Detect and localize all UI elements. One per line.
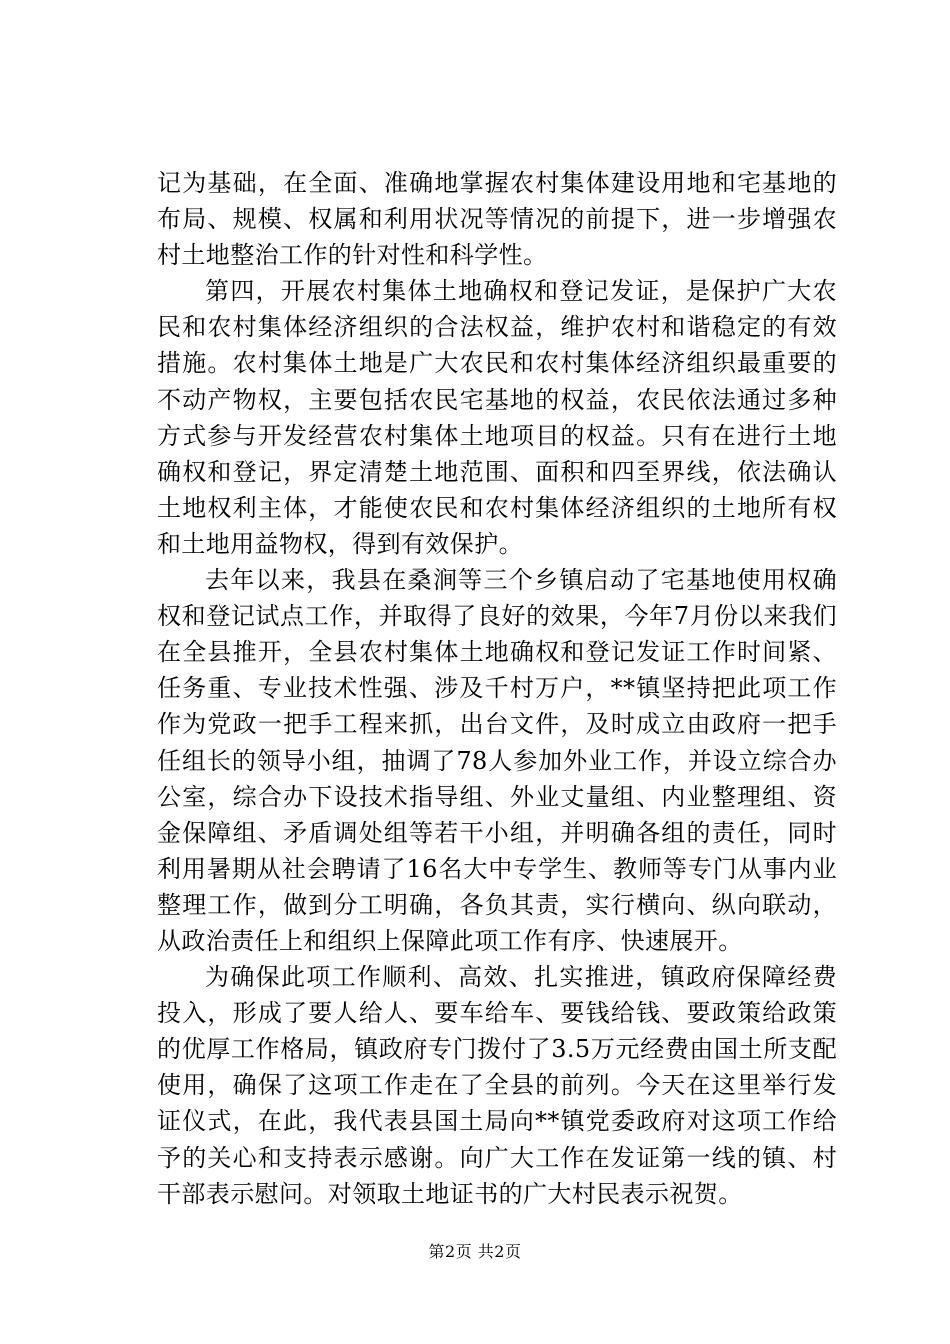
paragraph-continuation: 记为基础，在全面、准确地掌握农村集体建设用地和宅基地的布局、规模、权属和利用状况等情况的前提下，进一步增强农村土地整治工作的针对性和科学性。	[157, 169, 837, 270]
page-number: 第2页	[428, 1242, 473, 1261]
page-total: 共2页	[477, 1242, 522, 1261]
paragraph-work-progress: 去年以来，我县在桑涧等三个乡镇启动了宅基地使用权确权和登记试点工作，并取得了良好的效果，今年7月份以来我们在全县推开，全县农村集体土地确权和登记发证工作时间紧、任务重、专业技术性强、涉及千村万户，**镇坚持把此项工作作为党政一把手工程来抓，出台文件，及时成立由政府一把手任组长的领导小组，抽调了78人参加外业工作，并设立综合办公室，综合办下设技术指导组、外业丈量组、内业整理组、资金保障组、矛盾调处组等若干小组，并明确各组的责任，同时利用暑期从社会聘请了16名大中专学生、教师等专门从事内业整理工作，做到分工明确，各负其责，实行横向、纵向联动，从政治责任上和组织上保障此项工作有序、快速展开。	[157, 566, 837, 955]
document-body	[157, 165, 837, 1212]
paragraph-fourth-point: 第四，开展农村集体土地确权和登记发证，是保护广大农民和农村集体经济组织的合法权益，维护农村和谐稳定的有效措施。农村集体土地是广大农民和农村集体经济组织最重要的不动产物权，主要包括农民宅基地的权益，农民依法通过多种方式参与开发经营农村集体土地项目的权益。只有在进行土地确权和登记，界定清楚土地范围、面积和四至界线，依法确认土地权利主体，才能使农民和农村集体经济组织的土地所有权和土地用益物权，得到有效保护。	[157, 277, 837, 558]
page-footer	[0, 1241, 950, 1263]
paragraph-funding-thanks: 为确保此项工作顺利、高效、扎实推进，镇政府保障经费投入，形成了要人给人、要车给车、要钱给钱、要政策给政策的优厚工作格局，镇政府专门拨付了3.5万元经费由国土所支配使用，确保了这项工作走在了全县的前列。今天在这里举行发证仪式，在此，我代表县国土局向**镇党委政府对这项工作给予的关心和支持表示感谢。向广大工作在发证第一线的镇、村干部表示慰问。对领取土地证书的广大村民表示祝贺。	[157, 963, 837, 1208]
